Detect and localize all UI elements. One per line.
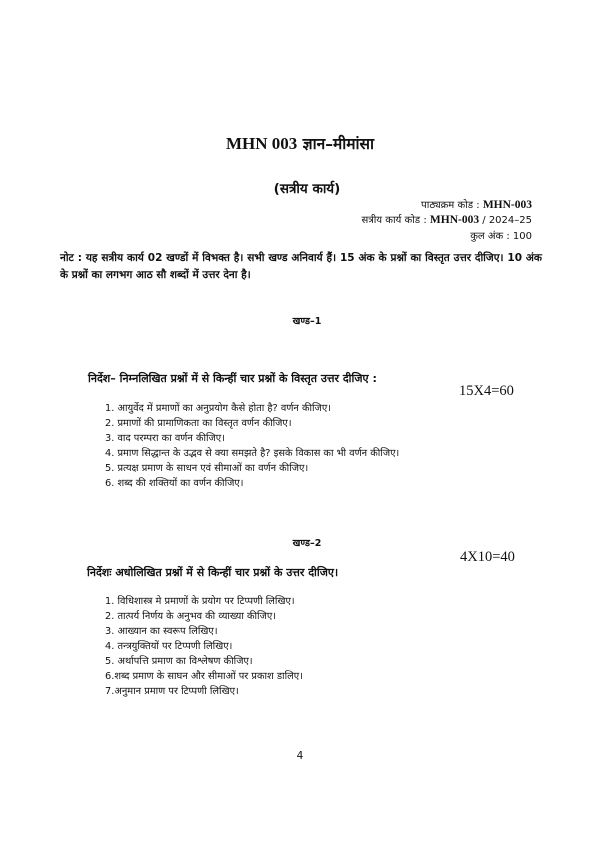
course-code-title: MHN 003 — [225, 134, 298, 153]
question-item: 4. प्रमाण सिद्धान्त के उद्भव से क्या समझते है? इसके विकास का भी वर्णन कीजिए। — [105, 448, 400, 459]
course-code-line — [421, 197, 532, 211]
subtitle: (सत्रीय कार्य) — [273, 181, 341, 197]
course-code-value: MHN-003 — [482, 199, 532, 211]
section-1-question-list — [105, 401, 399, 491]
question-item: 2. तात्पर्य निर्णय के अनुभव की व्याख्या कीजिए। — [105, 611, 276, 622]
total-marks-line — [470, 228, 532, 242]
question-item: 3. आख्यान का स्वरूप लिखिए। — [105, 626, 218, 637]
question-item: 2. प्रमाणों की प्रामाणिकता का विस्तृत वर्णन कीजिए। — [105, 418, 292, 429]
question-item: 6.शब्द प्रमाण के साघन और सीमाओं पर प्रकाश डालिए। — [105, 671, 303, 682]
section-2-question-list — [105, 594, 303, 699]
total-marks-value: 100 — [512, 231, 532, 242]
question-item: 1. आयुर्वेद में प्रमाणों का अनुप्रयोग कैसे होता है? वर्णन कीजिए। — [105, 403, 331, 414]
page-number: 4 — [296, 750, 304, 762]
course-code-label: पाठ्यक्रम कोड : — [421, 200, 480, 211]
question-item: 6. शब्द की शक्तियों का वर्णन कीजिए। — [105, 478, 244, 489]
note-paragraph: नोट : यह सत्रीय कार्य 02 खण्डों में विभक्त है। सभी खण्ड अनिवार्य हैं। 15 अंक के प्रश्नों का विस्तृत उत्तर दीजिए। 10 अंक के प्रश्नों का लगभग आठ सौ शब्दों में उत्तर देना है। — [60, 252, 542, 281]
section-2-heading: खण्ड–2 — [292, 538, 322, 549]
question-item: 5. प्रत्यक्ष प्रमाण के साधन एवं सीमाओं का वर्णन कीजिए। — [105, 463, 309, 474]
question-item: 7.अनुमान प्रमाण पर टिप्पणी लिखिए। — [105, 686, 239, 697]
total-marks-label: कुल अंक : — [470, 231, 510, 242]
assignment-code-label: सत्रीय कार्य कोड : — [361, 215, 427, 226]
question-item: 1. विधिशास्त्र मे प्रमाणों के प्रयोग पर टिप्पणी लिखिए। — [105, 596, 295, 607]
section-2-instruction: निर्देशः अधोलिखित प्रश्नों में से किन्हीं चार प्रश्नों के उत्तर दीजिए। — [87, 566, 339, 579]
section-1-heading: खण्ड–1 — [292, 316, 322, 327]
question-item: 5. अर्थापत्ति प्रमाण का विश्लेषण कीजिए। — [105, 656, 253, 667]
question-item: 4. तन्त्रयुक्तियों पर टिप्पणी लिखिए। — [105, 641, 233, 652]
question-item: 3. वाद परम्परा का वर्णन कीजिए। — [105, 433, 225, 444]
section-1-instruction: निर्देश– निम्नलिखित प्रश्नों में से किन्हीं चार प्रश्नों के विस्तृत उत्तर दीजिए : — [88, 372, 377, 385]
assignment-year: / 2024–25 — [482, 215, 532, 226]
assignment-code-line — [361, 212, 532, 226]
document-title — [0, 132, 600, 154]
section-2-marks: 4X10=40 — [460, 549, 515, 565]
title-hindi: ज्ञान–मीमांसा — [302, 135, 375, 153]
assignment-code-value: MHN-003 — [429, 214, 480, 226]
section-1-marks: 15X4=60 — [459, 383, 514, 399]
